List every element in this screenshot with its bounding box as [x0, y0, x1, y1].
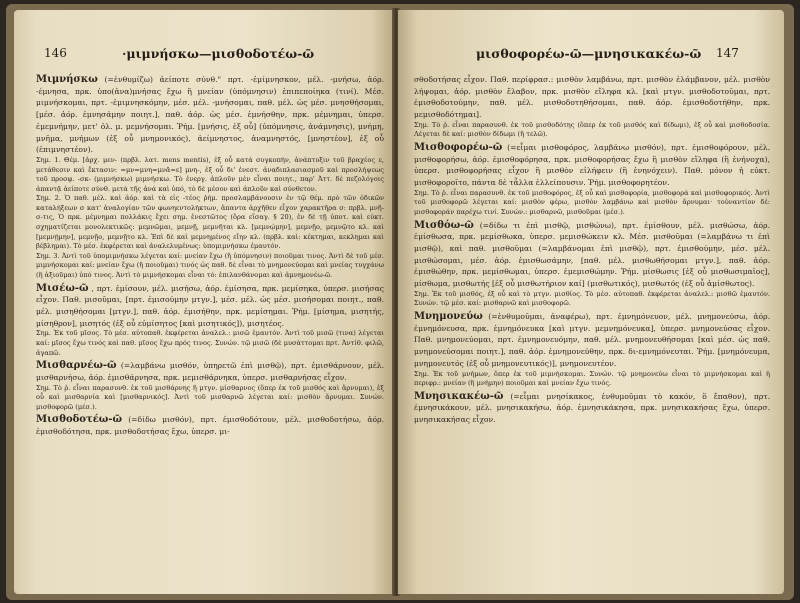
entry-headword: Μισέω-ῶ	[36, 282, 89, 294]
entry-body: , πρτ. ἐμίσουν, μέλ. μισήσω, ἀόρ. ἐμίσησα, πρκ. μεμίσηκα, ὑπερσ. μισήσας εἶχον. Παθ. μισοῦμαι, [πρτ. ἐμισούμην μτγν.], μέσ. μέλ. ὡς μέσ. μισήσομαι ποιητ., παθ. μέλ. μισηθήσομαι [μτγν.], παθ. ἀόρ. ἐμισήθην, πρκ. μεμίσημαι. Ῥήμ. [μίσημα, μισητής, μίσηθρον], μισητός (ἐξ οὗ εὐμίσητος [καὶ μισητικός]), μισητέος.	[36, 283, 384, 328]
entry-headword: Μνησικακέω-ῶ	[414, 390, 504, 402]
entry-body: (=δίδω μισθόν), πρτ. ἐμισθοδότουν, μέλ. μισθοδοτήσω, ἀόρ. ἐμισθοδότησα, πρκ. μισθοδοτήσας ἔχω, ὑπερσ. μι-	[36, 415, 384, 437]
entry-headword: Μισθόω-ῶ	[414, 219, 474, 231]
dictionary-entry	[414, 290, 770, 309]
entry-body: (=δίδω τι ἐπὶ μισθῷ, μισθώνω), πρτ. ἐμίσθουν, μέλ. μισθώσω, ἀόρ. ἐμίσθωσα, πρκ. μεμίσθωκα, ὑπερσ. μεμισθώκειν κλ. Μέσ. μισθοῦμαι (=λαμβάνω τι ἐπὶ μισθῷ), καὶ παθ. μισθοῦμαι (=λαμβάνομαι ἐπὶ μισθῷ), πρτ. ἐμισθούμην, μέσ. μέλ. μισθώσομαι, μέσ. ἀόρ. ἐμισθωσάμην, [παθ. μέλ. μισθωθήσομαι μτγν.], παθ. ἀόρ. ἐμισθώθην, πρκ. μεμίσθωμαι, ὑπερσ. ἐμεμισθώμην. Ῥήμ. μίσθωσις [ἐξ οὗ μισθωσιμαῖος], μίσθωμα, μισθωτής [ἐξ οὗ μισθωτήριον καί] (μισθωτικός), μισθωτός (ἐξ οὗ ἀμίσθωτος).	[414, 220, 770, 289]
entry-note: Σημ. Ἐκ τοῦ μνήμων, ὅπερ ἐκ τοῦ μιμνήσκομαι. Συνών. τῷ μνημονεύω εἶναι τὸ μιμνήσκομαι καὶ ἡ περιφρ.: μνείαν (ἢ μνήμην) ποιοῦμαι καὶ μνείαν ἔχω τινός.	[414, 369, 770, 388]
dictionary-entry	[36, 360, 384, 383]
entry-headword: Μιμνήσκω	[36, 74, 98, 85]
left-page-number: 146	[44, 46, 67, 60]
entry-headword: Μισθοφορέω-ῶ	[414, 142, 503, 153]
left-page	[14, 10, 394, 594]
right-page-text	[414, 72, 770, 426]
dictionary-entry	[414, 391, 770, 426]
dictionary-entry	[36, 414, 384, 437]
entry-body: (=ἐνθυμίζω) ἀείποτε σύνθ." πρτ. -ἐμίμνησκον, μέλ. -μνήσω, ἀόρ. -έμνησα, πρκ. ὑπο(ἀνα)μνήσας ἔχω ἢ μνείαν (ὑπόμνησιν) ἐπιπεποίηκα (τινί). Μέσ. μιμνήσκομαι, πρτ. -ἐμιμνησκόμην, μέσ. μέλ. -μνήσομαι, παθ. μέλ. ὡς μέσ. μνησθήσομαι, [μέσ. ἀόρ. ἐμνησάμην ποιητ.], παθ. ἀόρ. ὡς μέσ. ἐμνήσθην, πρκ. μέμνημαι, ὑπερσ. ἐμεμνήμην, μετ' ὀλ. μ. μεμνήσομαι. Ῥήμ. [μνήσις, ἐξ οὗ] (ὑπόμνησις, ἀνάμνησις), μνήμη, μνῆμα, μνήμων (ἐξ οὗ μνημονικός), ἀείμνηστος, ἀναμνηστός, [μνηστέον], ἐξ οὗ (ἐπιμνηστέον).	[36, 75, 384, 155]
entry-body: (=εἶμαι μισθοφόρος, λαμβάνω μισθόν), πρτ. ἐμισθοφόρουν, μέλ. μισθοφορήσω, ἀόρ. ἐμισθοφόρησα, πρκ. μισθοφορήσας ἔχω ἢ μισθὸν εἴληφα (ἢ ἐνήνοχα), ὑπερσ. μισθοφορήσας εἶχον ἢ μισθὸν εἰλήφειν (ἢ ἐνηνόχειν). Παθ. μόνον ἡ εὐκτ. μισθοφοροῖτο, πάντα δὲ τἆλλα ἐλλείπουσιν. Ῥήμ. μισθοφορητέον.	[414, 143, 770, 188]
entry-headword: Μισθοδοτέω-ῶ	[36, 414, 122, 426]
dictionary-entry	[36, 74, 384, 156]
open-book	[6, 4, 794, 600]
dictionary-entry	[36, 156, 384, 194]
left-page-header	[14, 44, 394, 64]
dictionary-entry	[414, 311, 770, 370]
entry-note: Σημ. 2. Ὁ παθ. μέλ. καὶ ἀόρ. καὶ τὰ εἰς -τέος ῥήμ. προσλαμβάνουσιν ἐν τῷ θέμ. πρὸ τῶν ὀδικῶν καταλήξεων σ κατ' ἀναλογίαν τῶν φωνηεντολήκτων, ἅπαντα ἀρχῆθεν εἶχον χαρακτῆρα σ: πρβλ. μνῆ-σ-τις, Ὁ πρκ. μέμνημαι πολλάκις ἔχει σημ. ἐνεστῶτος (ὅρα εἴσαγ. § 20), ἐν δὲ τῇ ὑποτ. καὶ εὐκτ. σχηματίζεται μονολεκτικῶς: μεμνῶμαι, μεμνῇ, μεμνῆται κλ. [μεμνῴμην], μεμνῇο, μεμνῷτο κλ. καὶ [μεμνῄμην], μεμνῇο, μεμνῇτο κλ. Ἐπὶ δὲ καὶ μεμνημένος εἴην κλ. (πρβλ. καὶ: κέκτημαι, κεκλημαι καὶ βέβλημαι). Τὸ μέσ. ἐκφέρεται καὶ ἀναλελυμένως: ὑπομιμνήσκω ἐμαυτόν.	[36, 194, 384, 251]
dictionary-entry	[36, 194, 384, 252]
dictionary-entry	[414, 121, 770, 140]
dictionary-entry	[414, 189, 770, 218]
entry-body: σθοδοτήσας εἶχον. Παθ. περίφρασ.: μισθὸν λαμβάνω, πρτ. μισθὸν ἐλάμβανον, μέλ. μισθὸν λήψομαι, ἀόρ. μισθὸν ἔλαβον, πρκ. μισθὸν εἴληφα κλ. [καὶ μτγν. μισθοδοτοῦμαι, πρτ. ἐμισθοδοτούμην, παθ. μέλ. μισθοδοτηθήσομαι, παθ. ἀόρ. ἐμισθοδοτήθην, πρκ. μεμισθοδότημαι].	[414, 75, 770, 120]
right-running-head: μισθοφορέω-ῶ—μνησικακέω-ῶ	[476, 46, 702, 61]
dictionary-entry	[36, 329, 384, 358]
dictionary-entry	[414, 74, 770, 121]
entry-note: Σημ. Ἐκ τοῦ μισθός, ἐξ οὗ καὶ τὸ μτγν. μισθίος. Τὸ μέσ. αὐτοπαθ. ἐκφέρεται ἀναλελ.: μισθῶ ἐμαυτόν. Συνών. τῷ μέσ. καί: μισθαρνῶ καὶ μισθοφορῶ.	[414, 289, 770, 308]
entry-note: Σημ. Τὸ ῥ. εἶναι παρασυνθ. ἐκ τοῦ μισθάρνης ἢ μτγν. μίσθαρνος (ὅπερ ἐκ τοῦ μισθός καὶ ἄρνυμαι), ἐξ οὗ καὶ μισθαρνία καὶ [μισθαρνικός]. Ἀντὶ τοῦ μισθαρνῶ λέγεται καί: μισθὸν ἄρνυμαι. Συνών. μισθοφορῶ (μέσ.).	[36, 383, 384, 411]
left-running-head: ·μιμνήσκω—μισθοδοτέω-ῶ	[122, 46, 315, 61]
right-page-header	[398, 44, 784, 64]
right-page-number: 147	[716, 46, 739, 60]
dictionary-entry	[414, 142, 770, 189]
dictionary-entry	[414, 220, 770, 290]
right-page	[398, 10, 784, 594]
entry-note: Σημ. Τὸ ῥ. εἶναι παρασυνθ. ἐκ τοῦ μισθοδότης (ὅπερ ἐκ τοῦ μισθός καὶ δίδωμι), ἐξ οὗ καὶ μισθοδοσία. Λέγεται δὲ καί: μισθὸν δίδωμι (ἢ τελῶ).	[414, 120, 770, 139]
entry-note: Σημ. 1. Θέμ. [ἀρχ. μεν- (πρβλ. λατ. mens mentis), ἐξ οὗ κατά συγκοπήν, ἀνάπτυξιν τοῦ βραχέος ε, μετάθεσιν καὶ ἔκτασιν: =μν=μνη=μνᾶ=ε] μνη-, ἐξ οὗ δι' ἐνεστ. ἀναδιπλασιασμοῦ καὶ προσλήψεως τοῦ προσφ. -σκ- (μιμνήσκω) μιμνήσκω. Τὸ ἐνεργ. ἁπλοῦν μὲν εἶναι ποιητ., παρ' Ἀττ. δὲ πεζολόγοις ἀπαντᾷ ἀείποτε σύνθ. μετά τῆς ἀνά καὶ ὑπό, τὸ δὲ μέσον καὶ ἁπλοῦν καὶ σύνθετον.	[36, 155, 384, 193]
dictionary-entry	[36, 283, 384, 330]
left-page-text	[36, 72, 384, 438]
dictionary-entry	[36, 384, 384, 413]
entry-headword: Μισθαρνέω-ῶ	[36, 360, 117, 372]
entry-note: Σημ. 3. Ἀντὶ τοῦ ὑπομιμνήσκω λέγεται καί: μνείαν ἔχω (ἢ ὑπόμνησιν) ποιοῦμαι τινος. Ἀντὶ δὲ τοῦ μέσ. μιμνήσκομαι καί: μνείαν ἔχω (ἢ ποιοῦμαι) τινός ὡς παθ. δὲ εἶναι τὸ μνημονεύομαι καὶ μνείας τυγχάνω (ἢ ἀξιοῦμαι) ὑπό τινος. Ἀντὶ τὸ μιμνήσκομαι εἶναι τό: ἐπιλανθάνομαι καὶ ἀμνημονέω-ῶ.	[36, 251, 384, 280]
entry-note: Σημ. Τὸ ῥ. εἶναι παρασυνθ. ἐκ τοῦ μισθοφόρος, ἐξ οὗ καὶ μισθοφορία, μισθοφορά καὶ μισθοφορικός. Ἀντὶ τοῦ μισθοφορῶ λέγεται καί: μισθὸν φέρω, μισθὸν λαμβάνω καὶ μισθὸν ἄρνυμαι· τοὐναντίον δέ: μισθοφοράν παρέχω τινί. Συνών.: μισθαρνῶ, μισθοῦμαι (μέσ.).	[414, 188, 770, 216]
entry-note: Σημ. Ἐκ τοῦ μῖσος. Τὸ μέσ. αὐτοπαθ. ἐκφέρεται ἀναλελ.: μισῶ ἐμαυτόν. Ἀντὶ τοῦ μισῶ (τινα) λέγεται καί: μῖσος ἔχω τινός καὶ παθ. μῖσος ἔχω πρός τινος. Συνών. τῷ μισῶ (δὲ μυσάττομαι πρτ. Ἀντίθ. φιλῶ, ἀγαπῶ.	[36, 329, 384, 357]
entry-body: (=λαμβάνω μισθόν, ὑπηρετῶ ἐπὶ μισθῷ), πρτ. ἐμισθάρνουν, μέλ. μισθαρνήσω, ἀόρ. ἐμισθάρνησα, πρκ. μεμισθάρνηκα, ὑπερσ. μισθαρνήσας εἶχον.	[36, 361, 384, 382]
dictionary-entry	[36, 252, 384, 281]
dictionary-entry	[414, 370, 770, 389]
entry-headword: Μνημονεύω	[414, 311, 483, 322]
entry-body: (=εἶμαι μνησίκακος, ἐνθυμοῦμαι τὸ κακόν, ὅ ἔπαθον), πρτ. ἐμνησικάκουν, μέλ. μνησικακήσω, ἀόρ. ἐμνησικάκησα, πρκ. μνησικακήσας ἔχω, ὑπερσ. μνησικακήσας εἶχον.	[414, 391, 770, 425]
entry-body: (=ἐνθυμοῦμαι, ἀναφέρω), πρτ. ἐμνημόνευον, μέλ. μνημονεύσω, ἀόρ. ἐμνημόνευσα, πρκ. ἐμνημόνευκα [καὶ μτγν. μεμνημόνευκα], ὑπερσ. μνημονεύσας εἶχον. Παθ. μνημονεύομαι, πρτ. ἐμνημονευόμην, παθ. μέλ. μνημονευθήσομαι [καὶ μέσ. ὡς παθ. μνημονεύσομαι ποιητ.], παθ. ἀόρ. ἐμνημονεύθην, πρκ. δι-εμνημόνευται. Ῥήμ. [μνημόνευμα, μνημονευτός (ἐξ οὗ μνημονευτικός)], μνημονευτέον.	[414, 312, 770, 368]
